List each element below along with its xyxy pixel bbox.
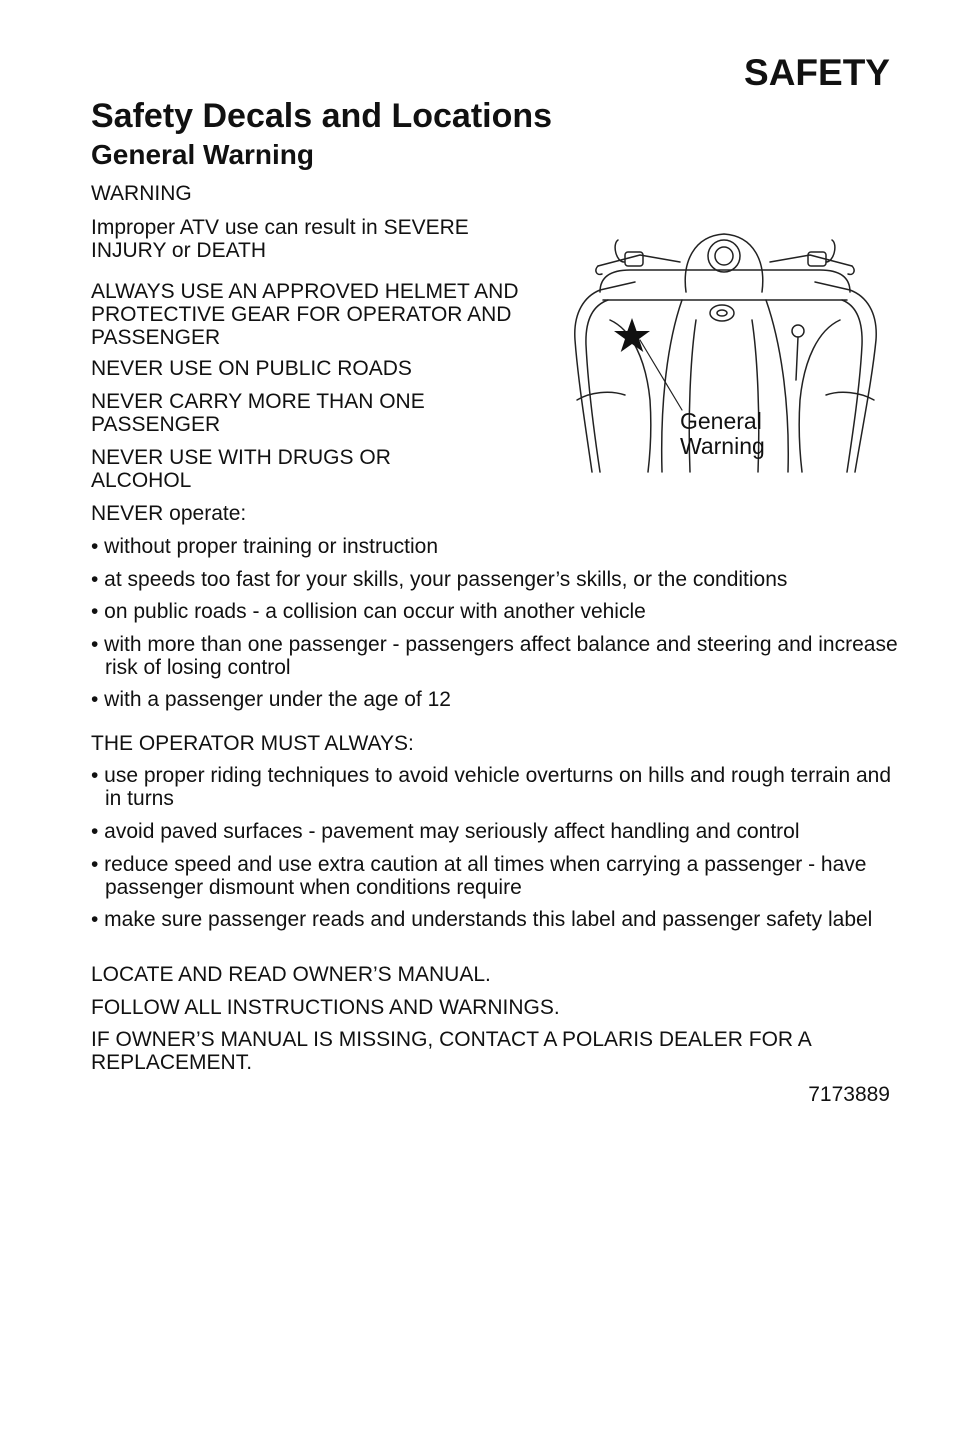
warning-statement: NEVER CARRY MORE THAN ONE PASSENGER (91, 390, 425, 436)
section-title: SAFETY (744, 52, 890, 93)
warning-statement: ALWAYS USE AN APPROVED HELMET AND PROTECTIVE GEAR FOR OPERATOR AND PASSENGER (91, 280, 519, 349)
figure-label-line: General (680, 408, 762, 434)
warning-heading: WARNING (91, 182, 192, 205)
list-item: • reduce speed and use extra caution at all times when carrying a passenger - have passenger dismount when conditions require (91, 853, 867, 899)
warning-statement: NEVER USE ON PUBLIC ROADS (91, 357, 412, 380)
closing-line: FOLLOW ALL INSTRUCTIONS AND WARNINGS. (91, 996, 560, 1019)
list-item: • make sure passenger reads and understands this label and passenger safety label (91, 908, 873, 931)
part-number: 7173889 (808, 1083, 890, 1106)
must-always-heading: THE OPERATOR MUST ALWAYS: (91, 732, 414, 755)
figure-label-line: Warning (680, 433, 765, 459)
list-item: • avoid paved surfaces - pavement may seriously affect handling and control (91, 820, 800, 843)
list-item: • with a passenger under the age of 12 (91, 688, 451, 711)
warning-intro: Improper ATV use can result in SEVERE INJURY or DEATH (91, 216, 469, 262)
warning-statement: NEVER USE WITH DRUGS OR ALCOHOL (91, 446, 391, 492)
list-item: • on public roads - a collision can occur with another vehicle (91, 600, 646, 623)
list-item: • without proper training or instruction (91, 535, 439, 558)
closing-line: LOCATE AND READ OWNER’S MANUAL. (91, 963, 491, 986)
never-operate-heading: NEVER operate: (91, 502, 247, 525)
figure-label (680, 409, 765, 459)
list-item: • use proper riding techniques to avoid vehicle overturns on hills and rough terrain and in turns (91, 764, 891, 810)
page-title: Safety Decals and Locations (91, 97, 553, 135)
list-item: • at speeds too fast for your skills, your passenger’s skills, or the conditions (91, 568, 788, 591)
closing-line: IF OWNER’S MANUAL IS MISSING, CONTACT A POLARIS DEALER FOR A REPLACEMENT. (91, 1028, 811, 1074)
list-item: • with more than one passenger - passengers affect balance and steering and increase risk of losing control (91, 633, 898, 679)
page-subtitle: General Warning (91, 139, 315, 170)
